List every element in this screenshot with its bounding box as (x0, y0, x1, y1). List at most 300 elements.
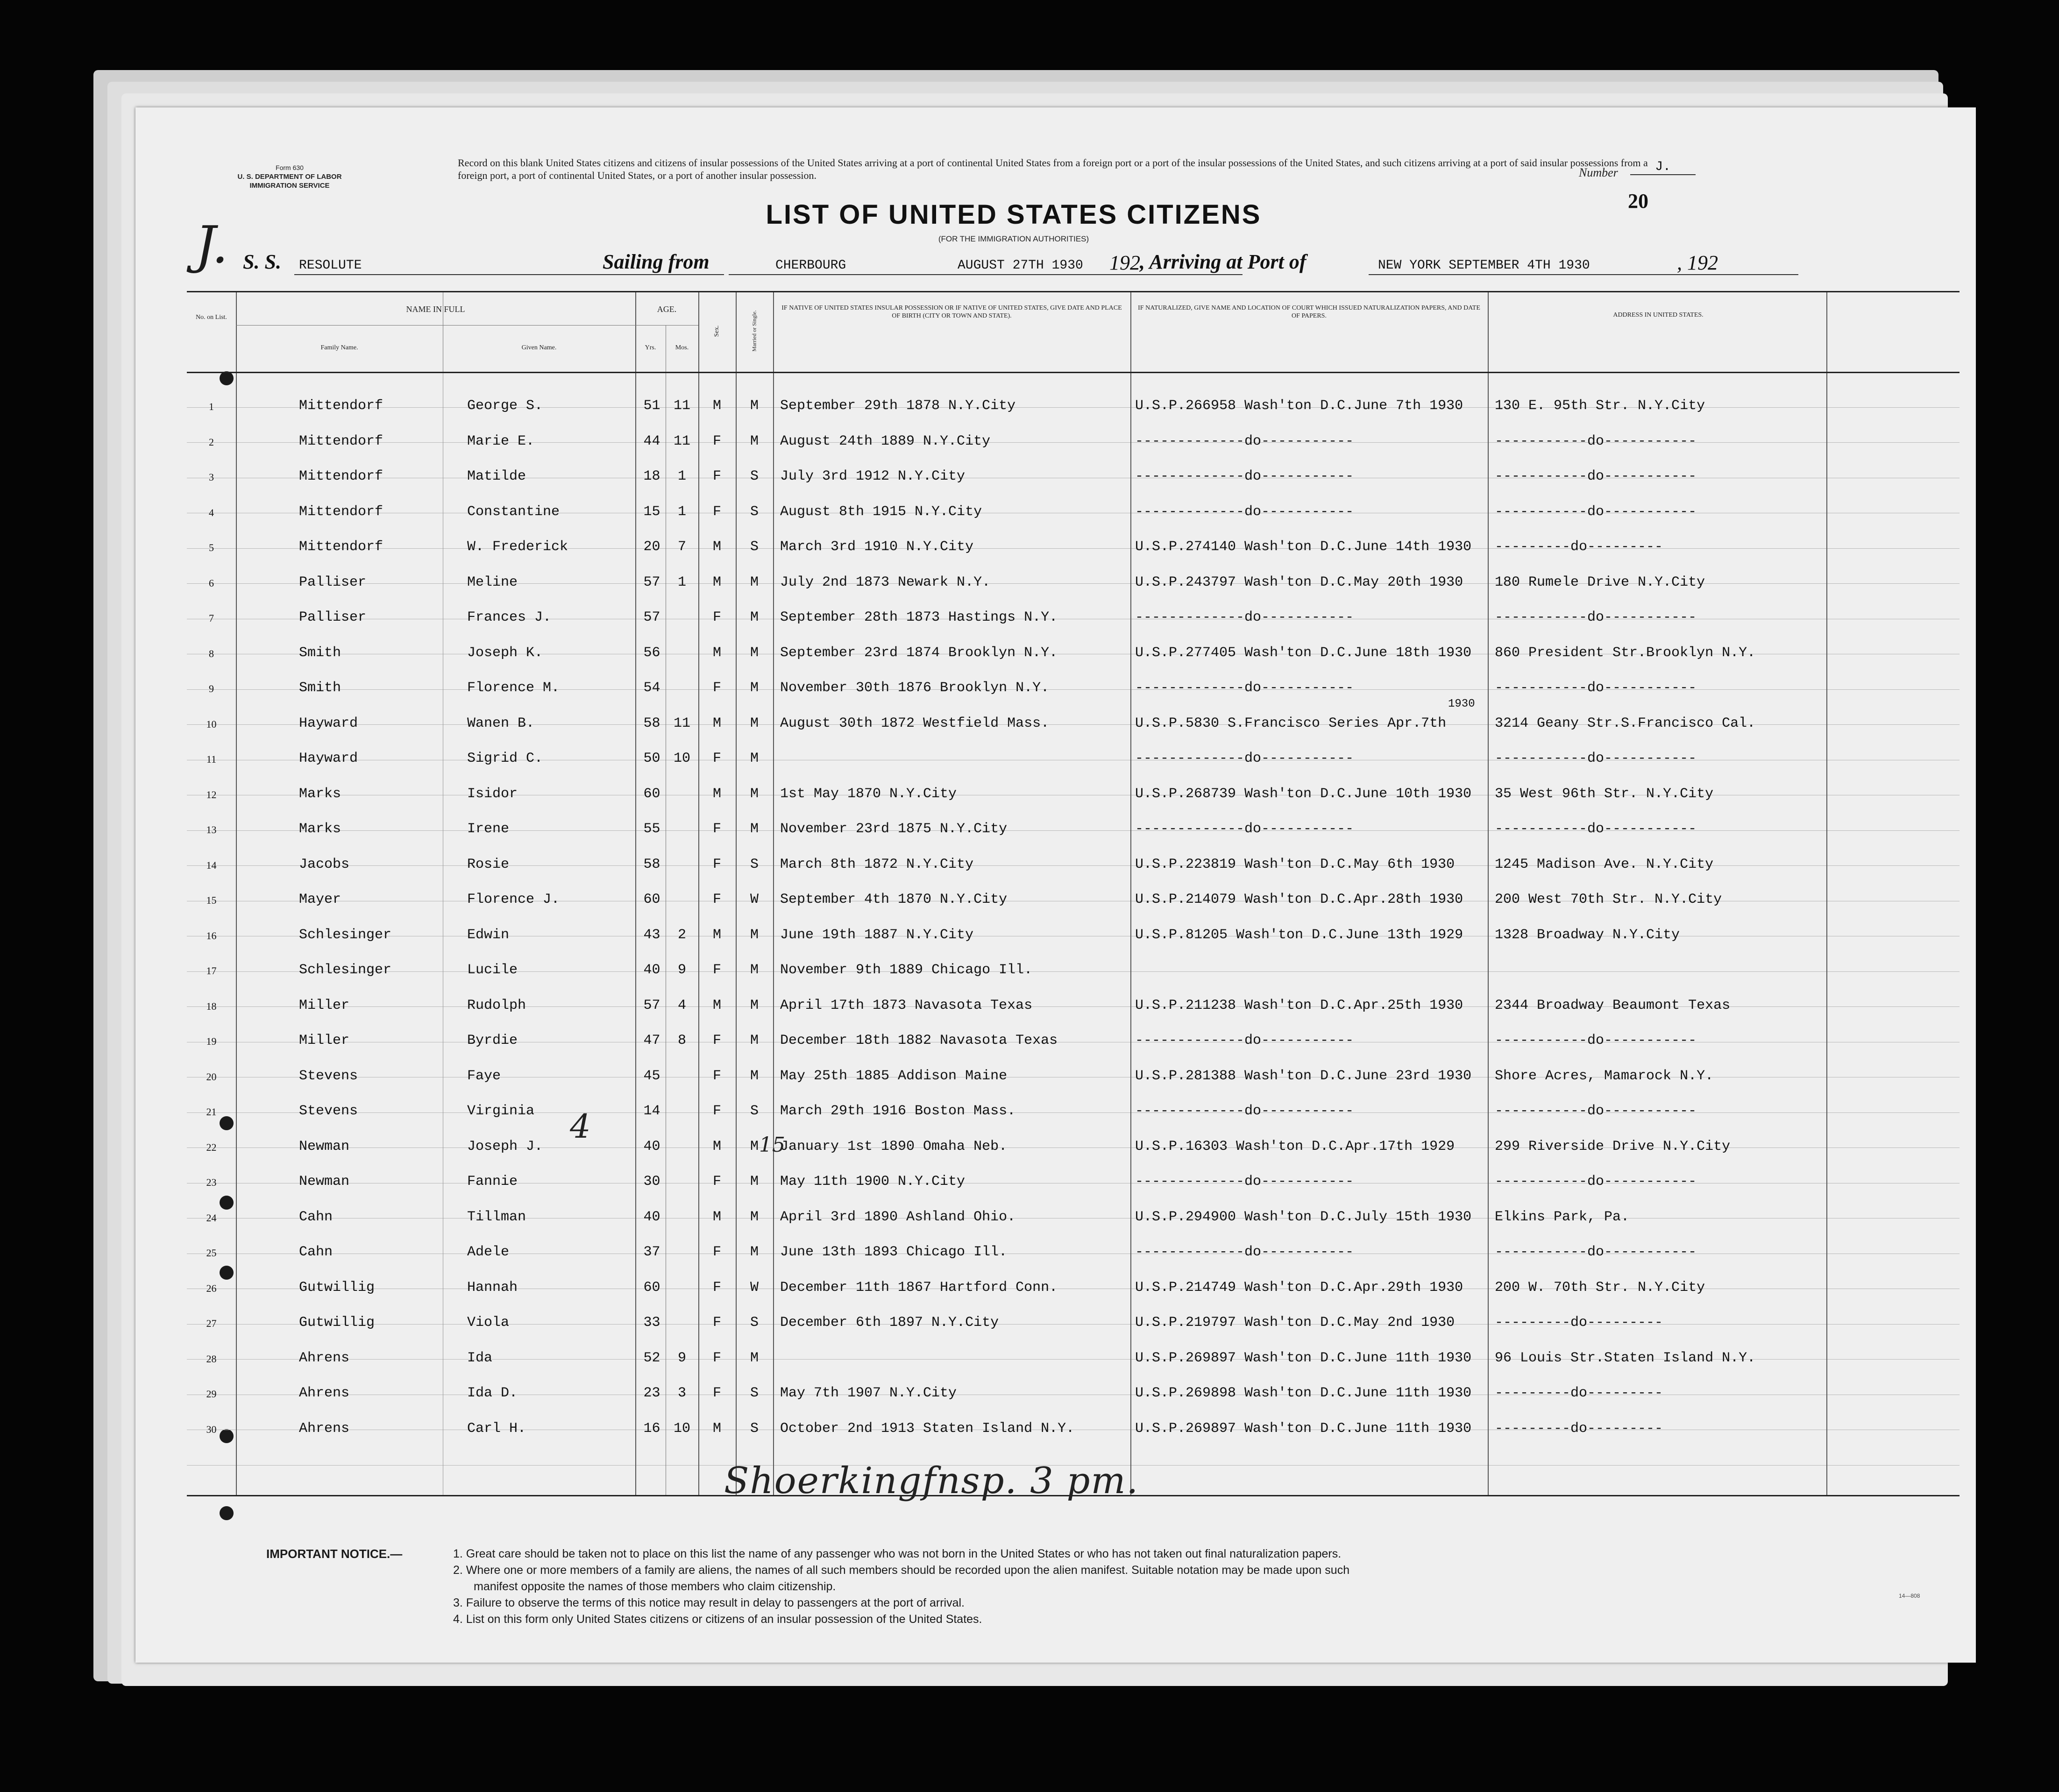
table-row (187, 1061, 1960, 1096)
table-row (187, 496, 1960, 531)
cell-birth: December 18th 1882 Navasota Texas (780, 1033, 1058, 1048)
cell-addr: -----------do----------- (1495, 609, 1697, 625)
cell-birth: March 8th 1872 N.Y.City (780, 856, 974, 872)
cell-family: Gutwillig (299, 1279, 375, 1296)
cell-birth: November 9th 1889 Chicago Ill. (780, 962, 1033, 978)
cell-birth: September 29th 1878 N.Y.City (780, 398, 1016, 414)
cell-addr: -----------do----------- (1495, 1244, 1697, 1260)
cell-nat: U.S.P.277405 Wash'ton D.C.June 18th 1930 (1135, 645, 1472, 661)
number-value: J. (1630, 160, 1696, 175)
form-code: 14—808 (1899, 1593, 1920, 1599)
cell-sex: F (712, 1103, 721, 1119)
table-row (187, 673, 1960, 708)
cell-yrs: 14 (643, 1103, 660, 1119)
cell-ms: S (750, 539, 759, 555)
cell-given: Viola (467, 1315, 510, 1331)
cell-birth: September 23rd 1874 Brooklyn N.Y. (780, 645, 1058, 661)
cell-family: Marks (299, 821, 341, 837)
cell-no: 8 (209, 647, 214, 659)
cell-no: 17 (206, 965, 217, 977)
cell-no: 4 (209, 506, 214, 518)
cell-given: Marie E. (467, 433, 535, 449)
cell-ms: M (750, 786, 759, 802)
cell-ms: M (750, 997, 759, 1013)
cell-given: Rudolph (467, 997, 526, 1013)
cell-ms: M (750, 751, 759, 766)
cell-family: Stevens (299, 1103, 358, 1119)
cell-sex: F (712, 503, 721, 520)
cell-yrs: 52 (643, 1350, 660, 1366)
table-row (187, 884, 1960, 919)
cell-ms: M (750, 680, 759, 696)
cell-no: 6 (209, 577, 214, 589)
table-row (187, 426, 1960, 461)
form-number: Form 630 (276, 164, 304, 171)
cell-addr: 1245 Madison Ave. N.Y.City (1495, 856, 1714, 872)
table-row (187, 990, 1960, 1025)
cell-family: Schlesinger (299, 927, 392, 943)
cell-nat: -------------do----------- (1135, 503, 1354, 520)
cell-sex: F (712, 1244, 721, 1260)
cell-yrs: 54 (643, 680, 660, 696)
cell-nat: U.S.P.269897 Wash'ton D.C.June 11th 1930 (1135, 1350, 1472, 1366)
cell-family: Mittendorf (299, 433, 383, 449)
cell-nat: -------------do----------- (1135, 1244, 1354, 1260)
cell-addr: -----------do----------- (1495, 821, 1697, 837)
year-suffix: , 192 (1677, 251, 1718, 274)
cell-family: Miller (299, 997, 350, 1013)
ship-name: RESOLUTE (299, 258, 362, 273)
cell-birth: April 3rd 1890 Ashland Ohio. (780, 1209, 1016, 1225)
cell-no: 10 (206, 718, 217, 730)
cell-addr: 1328 Broadway N.Y.City (1495, 927, 1680, 943)
cell-ms: M (750, 821, 759, 837)
cell-nat: U.S.P.294900 Wash'ton D.C.July 15th 1930 (1135, 1209, 1472, 1225)
cell-ms: M (750, 1244, 759, 1260)
cell-no: 16 (206, 929, 217, 942)
cell-yrs: 23 (643, 1385, 660, 1401)
cell-family: Palliser (299, 609, 367, 625)
cell-sex: F (712, 609, 721, 625)
cell-yrs: 57 (643, 574, 660, 590)
cell-given: Sigrid C. (467, 751, 543, 766)
page-subtitle: (FOR THE IMMIGRATION AUTHORITIES) (938, 234, 1089, 243)
table-row (187, 637, 1960, 673)
cell-nat: U.S.P.223819 Wash'ton D.C.May 6th 1930 (1135, 856, 1455, 872)
table-row (187, 1237, 1960, 1272)
cell-birth: August 24th 1889 N.Y.City (780, 433, 991, 449)
cell-family: Mayer (299, 892, 341, 907)
cell-addr: 200 W. 70th Str. N.Y.City (1495, 1279, 1705, 1296)
table-row (187, 955, 1960, 990)
cell-sex: F (712, 1279, 721, 1296)
cell-birth: November 23rd 1875 N.Y.City (780, 821, 1008, 837)
intro-text: Record on this blank United States citizens and citizens of insular possessions of the United States arriving at a port of continental United States from a foreign port or a port of the insular possessions of the United States, and such citizens arriving at a port of said insular possessions from a foreign port, a port of continental United States, or a port of another insular possession. (458, 157, 1648, 181)
sailing-port: CHERBOURG (775, 258, 846, 273)
underline (729, 274, 1242, 275)
cell-no: 28 (206, 1353, 217, 1365)
cell-yrs: 60 (643, 786, 660, 802)
header-naturalized: IF NATURALIZED, GIVE NAME AND LOCATION OF COURT WHICH ISSUED NATURALIZATION PAPERS, AND DATE OF PAPERS. (1138, 305, 1480, 319)
cell-yrs: 58 (643, 715, 660, 731)
cell-addr: 130 E. 95th Str. N.Y.City (1495, 398, 1705, 414)
cell-ms: M (750, 433, 759, 449)
cell-nat: U.S.P.266958 Wash'ton D.C.June 7th 1930 (1135, 398, 1463, 414)
cell-ms: S (750, 1315, 759, 1331)
cell-no: 18 (206, 1000, 217, 1012)
cell-given: W. Frederick (467, 539, 568, 555)
cell-nat: -------------do----------- (1135, 1103, 1354, 1119)
cell-given: Wanen B. (467, 715, 535, 731)
cell-no: 25 (206, 1247, 217, 1259)
cell-family: Miller (299, 1033, 350, 1048)
cell-yrs: 57 (643, 609, 660, 625)
cell-sex: M (712, 574, 721, 590)
cell-yrs: 47 (643, 1033, 660, 1048)
cell-ms: M (750, 1350, 759, 1366)
cell-yrs: 57 (643, 997, 660, 1013)
cell-no: 23 (206, 1176, 217, 1188)
cell-sex: F (712, 892, 721, 907)
cell-birth: May 7th 1907 N.Y.City (780, 1385, 957, 1401)
cell-no: 9 (209, 683, 214, 694)
cell-nat: -------------do----------- (1135, 433, 1354, 449)
passenger-table (187, 291, 1960, 1502)
cell-family: Hayward (299, 751, 358, 766)
handwritten-signature: Shoerkingfnsp. 3 pm. (724, 1460, 1139, 1502)
notice-item: 2. Where one or more members of a family are aliens, the names of all such members should be recorded upon the alien manifest. Suitable notation may be made upon such (453, 1564, 1350, 1577)
cell-given: Faye (467, 1068, 501, 1084)
cell-addr: -----------do----------- (1495, 680, 1697, 696)
cell-given: Constantine (467, 503, 560, 520)
cell-family: Mittendorf (299, 539, 383, 555)
cell-ms: S (750, 503, 759, 520)
cell-sex: F (712, 1350, 721, 1366)
cell-nat: U.S.P.274140 Wash'ton D.C.June 14th 1930 (1135, 539, 1472, 555)
table-row (187, 743, 1960, 778)
cell-mos: 9 (677, 962, 686, 978)
table-row (187, 567, 1960, 602)
cell-ms: M (750, 1033, 759, 1048)
cell-ms: M (750, 927, 759, 943)
notice-item: manifest opposite the names of those members who claim citizenship. (474, 1580, 836, 1593)
cell-nat: -------------do----------- (1135, 1174, 1354, 1190)
cell-yrs: 43 (643, 927, 660, 943)
cell-birth: August 30th 1872 Westfield Mass. (780, 715, 1050, 731)
cell-birth: December 11th 1867 Hartford Conn. (780, 1279, 1058, 1296)
cell-family: Gutwillig (299, 1315, 375, 1331)
cell-family: Mittendorf (299, 398, 383, 414)
cell-given: Tillman (467, 1209, 526, 1225)
table-row (187, 1025, 1960, 1060)
header-yrs: Yrs. (645, 344, 656, 351)
cell-no: 2 (209, 436, 214, 448)
cell-no: 20 (206, 1070, 217, 1083)
cell-birth: September 4th 1870 N.Y.City (780, 892, 1008, 907)
cell-ms: M (750, 962, 759, 978)
cell-nat: U.S.P.214079 Wash'ton D.C.Apr.28th 1930 (1135, 892, 1463, 907)
cell-ms: M (750, 715, 759, 731)
cell-family: Ahrens (299, 1385, 350, 1401)
table-row (187, 849, 1960, 884)
cell-yrs: 55 (643, 821, 660, 837)
cell-mos: 11 (673, 715, 690, 731)
cell-nat: -------------do----------- (1135, 609, 1354, 625)
cell-mos: 9 (677, 1350, 686, 1366)
header-sex: Sex. (713, 325, 720, 337)
cell-given: Matilde (467, 468, 526, 484)
cell-addr: 35 West 96th Str. N.Y.City (1495, 786, 1714, 802)
cell-nat: -------------do----------- (1135, 468, 1354, 484)
cell-nat: -------------do----------- (1135, 821, 1354, 837)
cell-mos: 2 (677, 927, 686, 943)
cell-yrs: 40 (643, 1138, 660, 1155)
service-name: IMMIGRATION SERVICE (249, 182, 330, 190)
number-label: Number (1579, 166, 1618, 179)
sailing-date: AUGUST 27TH 1930 (958, 258, 1083, 273)
department-name: U. S. DEPARTMENT OF LABOR (237, 173, 342, 181)
cell-mos: 10 (673, 1420, 690, 1437)
cell-mos: 1 (677, 503, 686, 520)
page-number: 20 (1628, 190, 1648, 212)
cell-yrs: 15 (643, 503, 660, 520)
cell-nat: U.S.P.5830 S.Francisco Series Apr.7th (1135, 715, 1447, 731)
sailing-line (135, 250, 1976, 278)
cell-given: George S. (467, 398, 543, 414)
header-no: No. on List. (196, 314, 227, 321)
cell-birth: December 6th 1897 N.Y.City (780, 1315, 999, 1331)
cell-sex: M (712, 1209, 721, 1225)
table-row (187, 1413, 1960, 1448)
cell-nat: -------------do----------- (1135, 1033, 1354, 1048)
cell-given: Ida (467, 1350, 493, 1366)
cell-given: Joseph J. (467, 1138, 543, 1155)
handwritten-letter: J. (195, 215, 228, 275)
cell-family: Palliser (299, 574, 367, 590)
notice-item: 4. List on this form only United States citizens or citizens of an insular possession of the United States. (453, 1613, 982, 1626)
cell-family: Newman (299, 1174, 350, 1190)
cell-no: 15 (206, 894, 217, 906)
arriving-label: , Arriving at Port of (1140, 250, 1306, 273)
cell-ms: S (750, 856, 759, 872)
cell-yrs: 30 (643, 1174, 660, 1190)
cell-yrs: 33 (643, 1315, 660, 1331)
cell-yrs: 60 (643, 1279, 660, 1296)
cell-given: Joseph K. (467, 645, 543, 661)
table-row (187, 1272, 1960, 1307)
cell-sex: M (712, 927, 721, 943)
cell-addr: 180 Rumele Drive N.Y.City (1495, 574, 1705, 590)
cell-birth: May 11th 1900 N.Y.City (780, 1174, 966, 1190)
cell-birth: March 29th 1916 Boston Mass. (780, 1103, 1016, 1119)
cell-mos: 4 (677, 997, 686, 1013)
cell-nat: U.S.P.269898 Wash'ton D.C.June 11th 1930 (1135, 1385, 1472, 1401)
cell-sex: M (712, 1138, 721, 1155)
cell-given: Lucile (467, 962, 518, 978)
cell-sex: F (712, 468, 721, 484)
cell-sex: M (712, 715, 721, 731)
header-birth: IF NATIVE OF UNITED STATES INSULAR POSSESSION OR IF NATIVE OF UNITED STATES, GIVE DATE AND PLACE OF BIRTH (CITY OR TOWN AND STATE). (781, 305, 1122, 319)
cell-ms: M (750, 1068, 759, 1084)
cell-yrs: 51 (643, 398, 660, 414)
punch-hole (220, 1506, 234, 1520)
header-given-name: Given Name. (521, 344, 557, 351)
cell-nat-note: 1930 (1448, 697, 1475, 710)
cell-nat: U.S.P.219797 Wash'ton D.C.May 2nd 1930 (1135, 1315, 1455, 1331)
cell-ms: S (750, 1420, 759, 1437)
cell-yrs: 60 (643, 892, 660, 907)
cell-birth: May 25th 1885 Addison Maine (780, 1068, 1008, 1084)
cell-sex: M (712, 539, 721, 555)
cell-no: 12 (206, 788, 217, 800)
manifest-sheet (135, 107, 1976, 1663)
notice-heading: IMPORTANT NOTICE.— (266, 1547, 403, 1561)
cell-addr: -----------do----------- (1495, 433, 1697, 449)
cell-no: 13 (206, 824, 217, 836)
arriving-port-date: NEW YORK SEPTEMBER 4TH 1930 (1378, 258, 1590, 273)
cell-no: 26 (206, 1282, 217, 1294)
cell-family: Mittendorf (299, 503, 383, 520)
sailing-label: Sailing from (603, 250, 710, 273)
page-title: LIST OF UNITED STATES CITIZENS (766, 199, 1262, 230)
cell-nat: U.S.P.214749 Wash'ton D.C.Apr.29th 1930 (1135, 1279, 1463, 1296)
cell-addr: -----------do----------- (1495, 468, 1697, 484)
cell-yrs: 18 (643, 468, 660, 484)
cell-sex: M (712, 398, 721, 414)
cell-family: Stevens (299, 1068, 358, 1084)
cell-yrs: 20 (643, 539, 660, 555)
cell-addr: -----------do----------- (1495, 1103, 1697, 1119)
cell-family: Mittendorf (299, 468, 383, 484)
table-row (187, 390, 1960, 425)
cell-family: Smith (299, 680, 341, 696)
cell-ms: M (750, 609, 759, 625)
header-separator (187, 372, 1960, 373)
cell-given: Edwin (467, 927, 510, 943)
cell-ms: S (750, 1385, 759, 1401)
cell-addr: -----------do----------- (1495, 1174, 1697, 1190)
cell-addr: 3214 Geany Str.S.Francisco Cal. (1495, 715, 1756, 731)
cell-nat: U.S.P.16303 Wash'ton D.C.Apr.17th 1929 (1135, 1138, 1455, 1155)
cell-birth: April 17th 1873 Navasota Texas (780, 997, 1033, 1013)
cell-sex: F (712, 751, 721, 766)
cell-nat: U.S.P.243797 Wash'ton D.C.May 20th 1930 (1135, 574, 1463, 590)
table-row (187, 814, 1960, 849)
cell-mos: 11 (673, 398, 690, 414)
cell-sex: M (712, 1420, 721, 1437)
cell-addr: 299 Riverside Drive N.Y.City (1495, 1138, 1731, 1155)
handwritten-number: 15 (759, 1133, 785, 1157)
cell-birth: August 8th 1915 N.Y.City (780, 503, 982, 520)
cell-mos: 1 (677, 574, 686, 590)
cell-mos: 3 (677, 1385, 686, 1401)
cell-family: Hayward (299, 715, 358, 731)
notice-item: 1. Great care should be taken not to place on this list the name of any passenger who was not born in the United States or who has not taken out final naturalization papers. (453, 1547, 1342, 1560)
cell-birth: October 2nd 1913 Staten Island N.Y. (780, 1420, 1075, 1437)
cell-mos: 10 (673, 751, 690, 766)
cell-sex: F (712, 1385, 721, 1401)
cell-no: 21 (206, 1106, 217, 1118)
cell-yrs: 37 (643, 1244, 660, 1260)
cell-given: Byrdie (467, 1033, 518, 1048)
cell-no: 3 (209, 471, 214, 483)
cell-given: Virginia (467, 1103, 535, 1119)
table-row (187, 1378, 1960, 1413)
cell-nat: -------------do----------- (1135, 680, 1354, 696)
cell-sex: M (712, 645, 721, 661)
cell-addr: 860 President Str.Brooklyn N.Y. (1495, 645, 1756, 661)
header-name-in-full: NAME IN FULL (406, 305, 465, 314)
cell-given: Hannah (467, 1279, 518, 1296)
cell-addr: ---------do--------- (1495, 539, 1663, 555)
cell-yrs: 45 (643, 1068, 660, 1084)
cell-sex: F (712, 433, 721, 449)
cell-birth: 1st May 1870 N.Y.City (780, 786, 957, 802)
header-family-name: Family Name. (320, 344, 358, 351)
cell-family: Schlesinger (299, 962, 392, 978)
cell-family: Cahn (299, 1209, 333, 1225)
cell-given: Florence J. (467, 892, 560, 907)
cell-family: Marks (299, 786, 341, 802)
cell-ms: W (750, 1279, 759, 1296)
cell-sex: M (712, 786, 721, 802)
cell-mos: 11 (673, 433, 690, 449)
cell-birth: July 3rd 1912 N.Y.City (780, 468, 966, 484)
cell-ms: W (750, 892, 759, 907)
cell-no: 24 (206, 1211, 217, 1224)
cell-nat: U.S.P.81205 Wash'ton D.C.June 13th 1929 (1135, 927, 1463, 943)
cell-ms: M (750, 1138, 759, 1155)
cell-yrs: 58 (643, 856, 660, 872)
cell-family: Jacobs (299, 856, 350, 872)
header-age: AGE. (657, 305, 677, 314)
cell-ms: M (750, 645, 759, 661)
cell-mos: 7 (677, 539, 686, 555)
cell-no: 14 (206, 859, 217, 871)
cell-sex: F (712, 1068, 721, 1084)
cell-no: 19 (206, 1035, 217, 1047)
cell-no: 22 (206, 1141, 217, 1153)
cell-sex: M (712, 997, 721, 1013)
cell-sex: F (712, 856, 721, 872)
cell-ms: M (750, 1209, 759, 1225)
cell-nat: -------------do----------- (1135, 751, 1354, 766)
cell-family: Ahrens (299, 1350, 350, 1366)
table-row (187, 1166, 1960, 1201)
cell-addr: Elkins Park, Pa. (1495, 1209, 1630, 1225)
cell-family: Smith (299, 645, 341, 661)
cell-birth: March 3rd 1910 N.Y.City (780, 539, 974, 555)
cell-addr: Shore Acres, Mamarock N.Y. (1495, 1068, 1714, 1084)
table-row (187, 461, 1960, 496)
cell-given: Isidor (467, 786, 518, 802)
cell-birth: January 1st 1890 Omaha Neb. (780, 1138, 1008, 1155)
cell-birth: June 13th 1893 Chicago Ill. (780, 1244, 1008, 1260)
table-row (187, 602, 1960, 637)
table-row (187, 1343, 1960, 1378)
cell-no: 27 (206, 1317, 217, 1329)
cell-no: 29 (206, 1388, 217, 1400)
cell-ms: M (750, 574, 759, 590)
header-mos: Mos. (675, 344, 689, 351)
cell-addr: 2344 Broadway Beaumont Texas (1495, 997, 1731, 1013)
handwritten-number: 4 (570, 1107, 591, 1146)
cell-given: Adele (467, 1244, 510, 1260)
cell-given: Irene (467, 821, 510, 837)
cell-addr: ---------do--------- (1495, 1385, 1663, 1401)
cell-family: Newman (299, 1138, 350, 1155)
cell-yrs: 40 (643, 962, 660, 978)
